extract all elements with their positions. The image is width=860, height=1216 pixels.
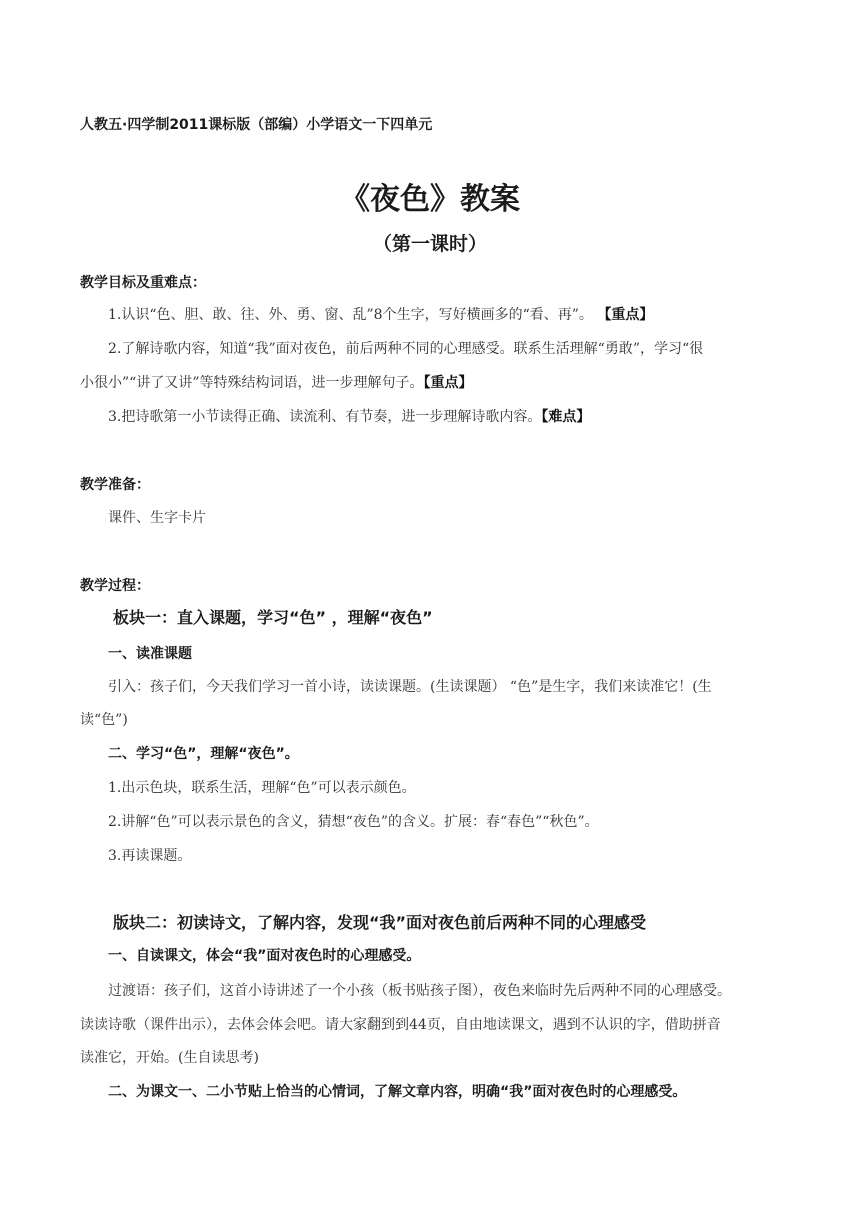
block-1-section-2-title: 二、学习“色”，理解“夜色”。	[108, 746, 299, 762]
block-1-section-2-item-3: 3.再读课题。	[108, 848, 192, 864]
goal-item-2-line-1: 2.了解诗歌内容，知道“我”面对夜色，前后两种不同的心理感受。联系生活理解“勇敢”，学习“很	[108, 341, 704, 357]
page-title: 《夜色》教案	[340, 182, 520, 217]
goal-item-2-text: 小很小”“讲了又讲”等特殊结构词语，进一步理解句子。	[80, 375, 424, 391]
goal-item-1	[108, 304, 653, 324]
prep-label: 教学准备：	[80, 477, 150, 493]
block-1-section-2-item-2: 2.讲解“色”可以表示景色的含义，猜想“夜色”的含义。扩展：春“春色”“秋色”。	[108, 814, 599, 830]
goal-item-3-text: 3.把诗歌第一小节读得正确、读流利、有节奏，进一步理解诗歌内容。	[108, 409, 542, 425]
goal-item-2-tag: 【重点】	[423, 375, 473, 391]
block-2-title: 版块二：初读诗文，了解内容，发现“我”面对夜色前后两种不同的心理感受	[113, 913, 647, 932]
goal-item-3-tag: 【难点】	[541, 409, 591, 425]
block-1-title: 板块一：直入课题，学习“色” ，理解“夜色”	[113, 608, 433, 627]
goal-item-2-line-2	[80, 372, 472, 392]
block-1-section-2-item-1: 1.出示色块，联系生活，理解“色”可以表示颜色。	[108, 780, 416, 796]
goal-item-3	[108, 406, 590, 426]
block-2-section-2-title: 二、为课文一、二小节贴上恰当的心情词，了解文章内容，明确“我”面对夜色时的心理感受。	[108, 1084, 687, 1100]
document-header: 人教五·四学制2011课标版（部编）小学语文一下四单元	[80, 117, 433, 133]
block-2-section-1-line-1: 过渡语：孩子们，这首小诗讲述了一个小孩（板书贴孩子图），夜色来临时先后两种不同的心理感受。	[108, 983, 731, 999]
block-2-section-1-line-2: 读读诗歌（课件出示），去体会体会吧。请大家翻到到44页，自由地读课文，遇到不认识的字，借助拼音	[80, 1017, 721, 1033]
block-2-section-1-line-3: 读准它，开始。(生自读思考)	[80, 1050, 259, 1066]
block-1-section-1-title: 一、读准课题	[108, 646, 192, 662]
goal-item-1-text: 1.认识“色、胆、敢、往、外、勇、窗、乱”8个生字，写好横画多的“看、再”。	[108, 307, 598, 323]
block-1-section-1-line-2: 读“色”)	[80, 712, 128, 728]
process-label: 教学过程：	[80, 578, 150, 594]
block-2-section-1-title: 一、自读课文，体会“我”面对夜色时的心理感受。	[108, 948, 421, 964]
block-1-section-1-line-1: 引入：孩子们，今天我们学习一首小诗，读读课题。(生读课题） “色”是生字，我们来读准它！(生	[108, 679, 712, 695]
goal-item-1-tag: 【重点】	[597, 307, 654, 323]
goals-label: 教学目标及重难点：	[80, 275, 206, 291]
prep-text: 课件、生字卡片	[108, 510, 206, 526]
page-subtitle: （第一课时）	[372, 233, 487, 255]
